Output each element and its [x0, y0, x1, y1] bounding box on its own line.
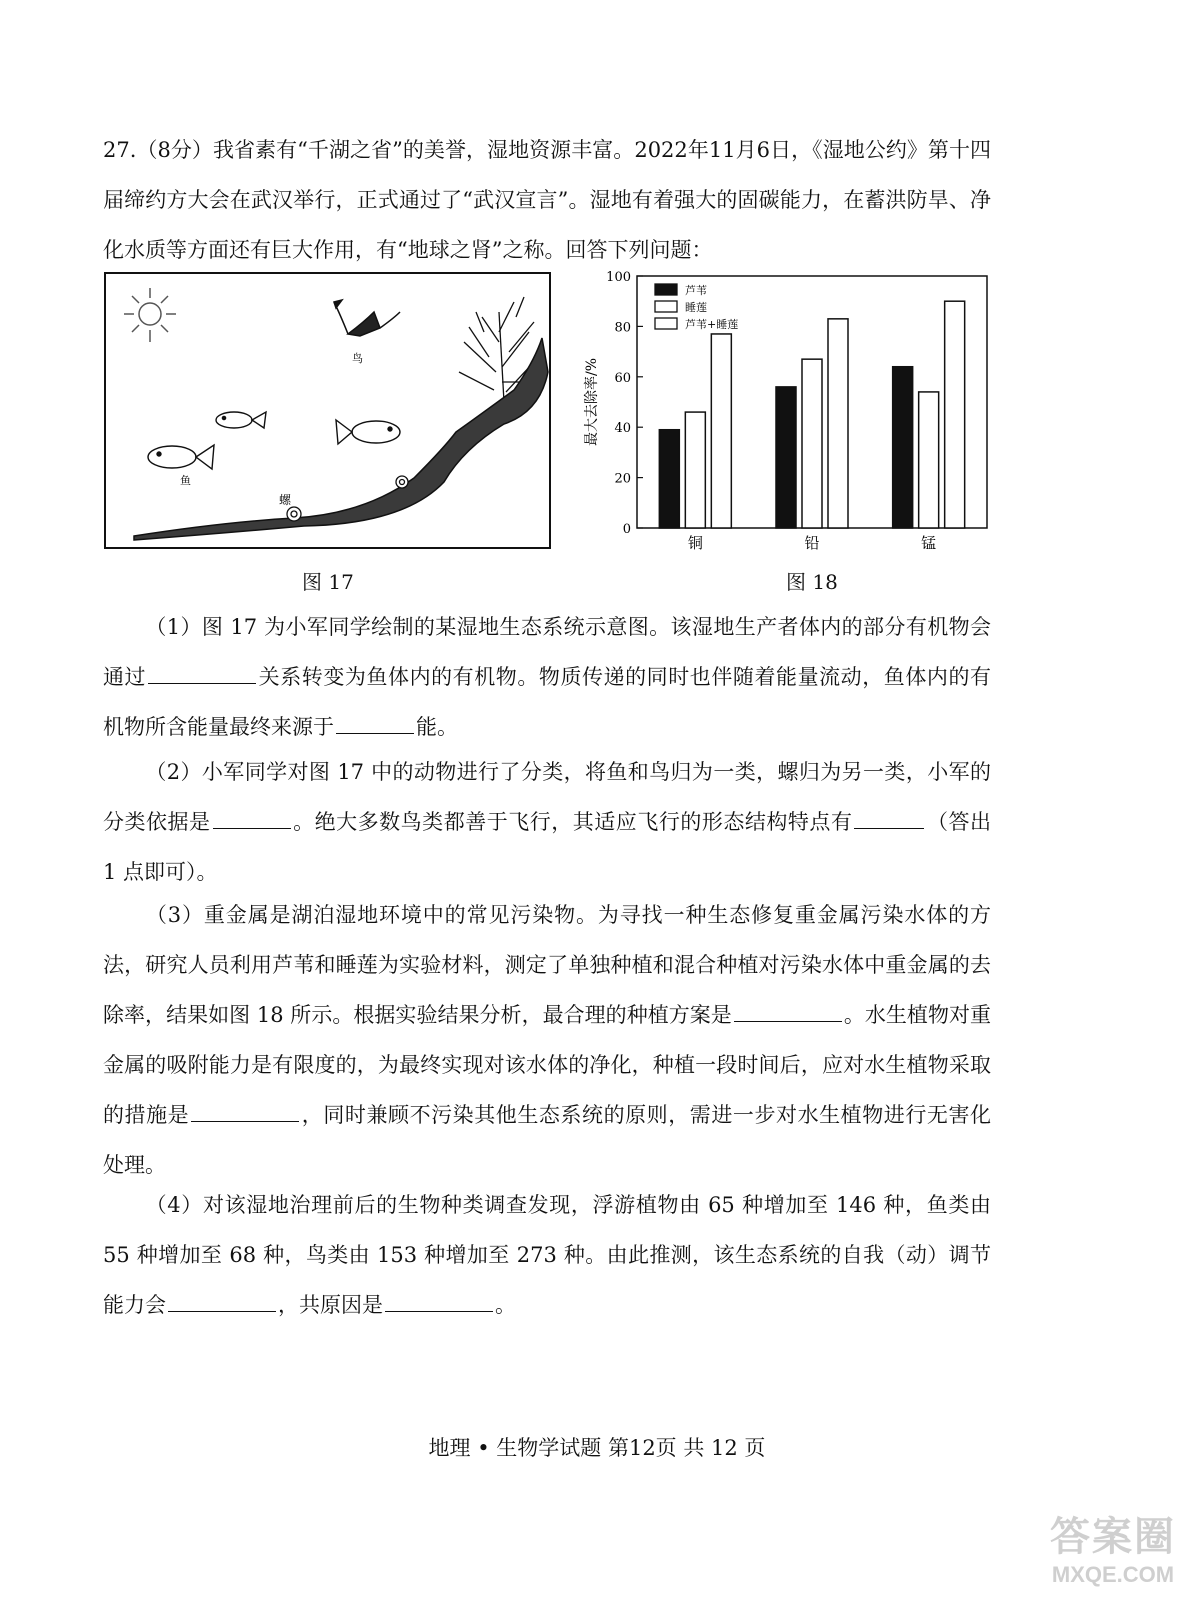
answer-blank-q2-b[interactable] [854, 808, 924, 829]
watermark-logo [1050, 1505, 1176, 1588]
y-tick-label-80: 80 [614, 320, 631, 336]
y-tick-label-20: 20 [614, 471, 631, 487]
y-axis-label: 最大去除率/% [584, 357, 600, 447]
q1-text-2: 关系转变为鱼体内的有机物。物质传递的同时也伴随着能量流动，鱼体内的有机物所含能量最终来源于 [103, 665, 992, 739]
bar-铜-芦苇 [659, 430, 679, 528]
q3-text-3: ，同时兼顾不污染其他生态系统的原则，需进一步对水生植物进行无害化处理。 [103, 1103, 992, 1177]
bar-锰-芦苇+睡莲 [945, 301, 965, 528]
q1-text-1: （1）图 17 为小军同学绘制的某湿地生态系统示意图。该湿地生产者体内的部分有机物会通过 [103, 615, 991, 689]
answer-blank-q2-a[interactable] [213, 808, 291, 829]
bar-铜-睡莲 [685, 412, 705, 528]
snail-label: 螺 [279, 493, 292, 507]
q4-text-2: ，共原因是 [278, 1293, 383, 1317]
legend-label-芦苇: 芦苇 [685, 284, 707, 297]
y-tick-label-40: 40 [614, 421, 631, 437]
x-tick-label-铅: 铅 [804, 534, 820, 552]
bar-铅-睡莲 [802, 359, 822, 528]
question-4 [103, 1180, 991, 1330]
y-tick-label-0: 0 [622, 522, 631, 537]
question-27-intro [103, 125, 991, 275]
figure-18-bar-chart [582, 266, 994, 556]
question-2 [103, 747, 991, 897]
q2-text-3: （答出 1 点即可）。 [103, 810, 992, 884]
answer-blank-q1-a[interactable] [148, 663, 256, 684]
bar-锰-睡莲 [919, 392, 939, 528]
watermark-line-2: MXQE.COM [1051, 1562, 1175, 1587]
figure-18-caption: 图 18 [786, 570, 838, 594]
figure-17-caption: 图 17 [302, 570, 354, 594]
legend-label-睡莲: 睡莲 [685, 301, 707, 314]
x-tick-label-铜: 铜 [687, 534, 703, 552]
q4-text-1: （4）对该湿地治理前后的生物种类调查发现，浮游植物由 65 种增加至 146 种，鱼类由 55 种增加至 68 种，鸟类由 153 种增加至 273 种。由此推测，该生态系统的自我（动）调节能力会 [103, 1193, 991, 1317]
intro-text: 27.（8分）我省素有“千湖之省”的美誉，湿地资源丰富。2022年11月6日，《湿地公约》第十四届缔约方大会在武汉举行，正式通过了“武汉宣言”。湿地有着强大的固碳能力，在蓄洪防旱、净化水质等方面还有巨大作用，有“地球之肾”之称。回答下列问题： [103, 138, 991, 262]
bar-锰-芦苇 [893, 367, 913, 528]
q2-text-2: 。绝大多数鸟类都善于飞行，其适应飞行的形态结构特点有 [292, 810, 853, 834]
answer-blank-q3-a[interactable] [734, 1001, 842, 1022]
answer-blank-q4-a[interactable] [168, 1291, 276, 1312]
fish-label: 鱼 [180, 474, 191, 487]
legend-swatch-睡莲 [655, 301, 677, 312]
bar-铜-芦苇+睡莲 [711, 334, 731, 528]
page-footer: 地理 • 生物学试题 第12页 共 12 页 [428, 1436, 766, 1460]
watermark-line-1: 答案圈 [1050, 1515, 1176, 1559]
y-tick-label-60: 60 [614, 370, 631, 386]
q3-text-2: 。水生植物对重金属的吸附能力是有限度的，为最终实现对该水体的净化，种植一段时间后，应对水生植物采取的措施是 [103, 1003, 992, 1127]
figure-17-wetland-sketch [104, 272, 552, 550]
bar-铅-芦苇+睡莲 [828, 319, 848, 528]
legend-swatch-芦苇+睡莲 [655, 318, 677, 329]
y-tick-label-100: 100 [606, 270, 631, 285]
q3-text-1: （3）重金属是湖泊湿地环境中的常见污染物。为寻找一种生态修复重金属污染水体的方法，研究人员利用芦苇和睡莲为实验材料，测定了单独种植和混合种植对污染水体中重金属的去除率，结果如图 18 所示。根据实验结果分析，最合理的种植方案是 [103, 903, 991, 1027]
x-tick-label-锰: 锰 [921, 534, 937, 552]
legend-swatch-芦苇 [655, 284, 677, 295]
answer-blank-q3-b[interactable] [191, 1101, 299, 1122]
legend-label-芦苇+睡莲: 芦苇+睡莲 [685, 318, 739, 331]
q2-text-1: （2）小军同学对图 17 中的动物进行了分类，将鱼和鸟归为一类，螺归为另一类，小军的分类依据是 [103, 760, 991, 834]
question-3 [103, 890, 991, 1190]
q1-text-3: 能。 [416, 715, 458, 739]
answer-blank-q4-b[interactable] [385, 1291, 493, 1312]
q4-text-3: 。 [495, 1293, 516, 1317]
question-1 [103, 602, 991, 752]
bird-label: 鸟 [352, 352, 363, 365]
bar-铅-芦苇 [776, 387, 796, 528]
answer-blank-q1-b[interactable] [336, 713, 414, 734]
